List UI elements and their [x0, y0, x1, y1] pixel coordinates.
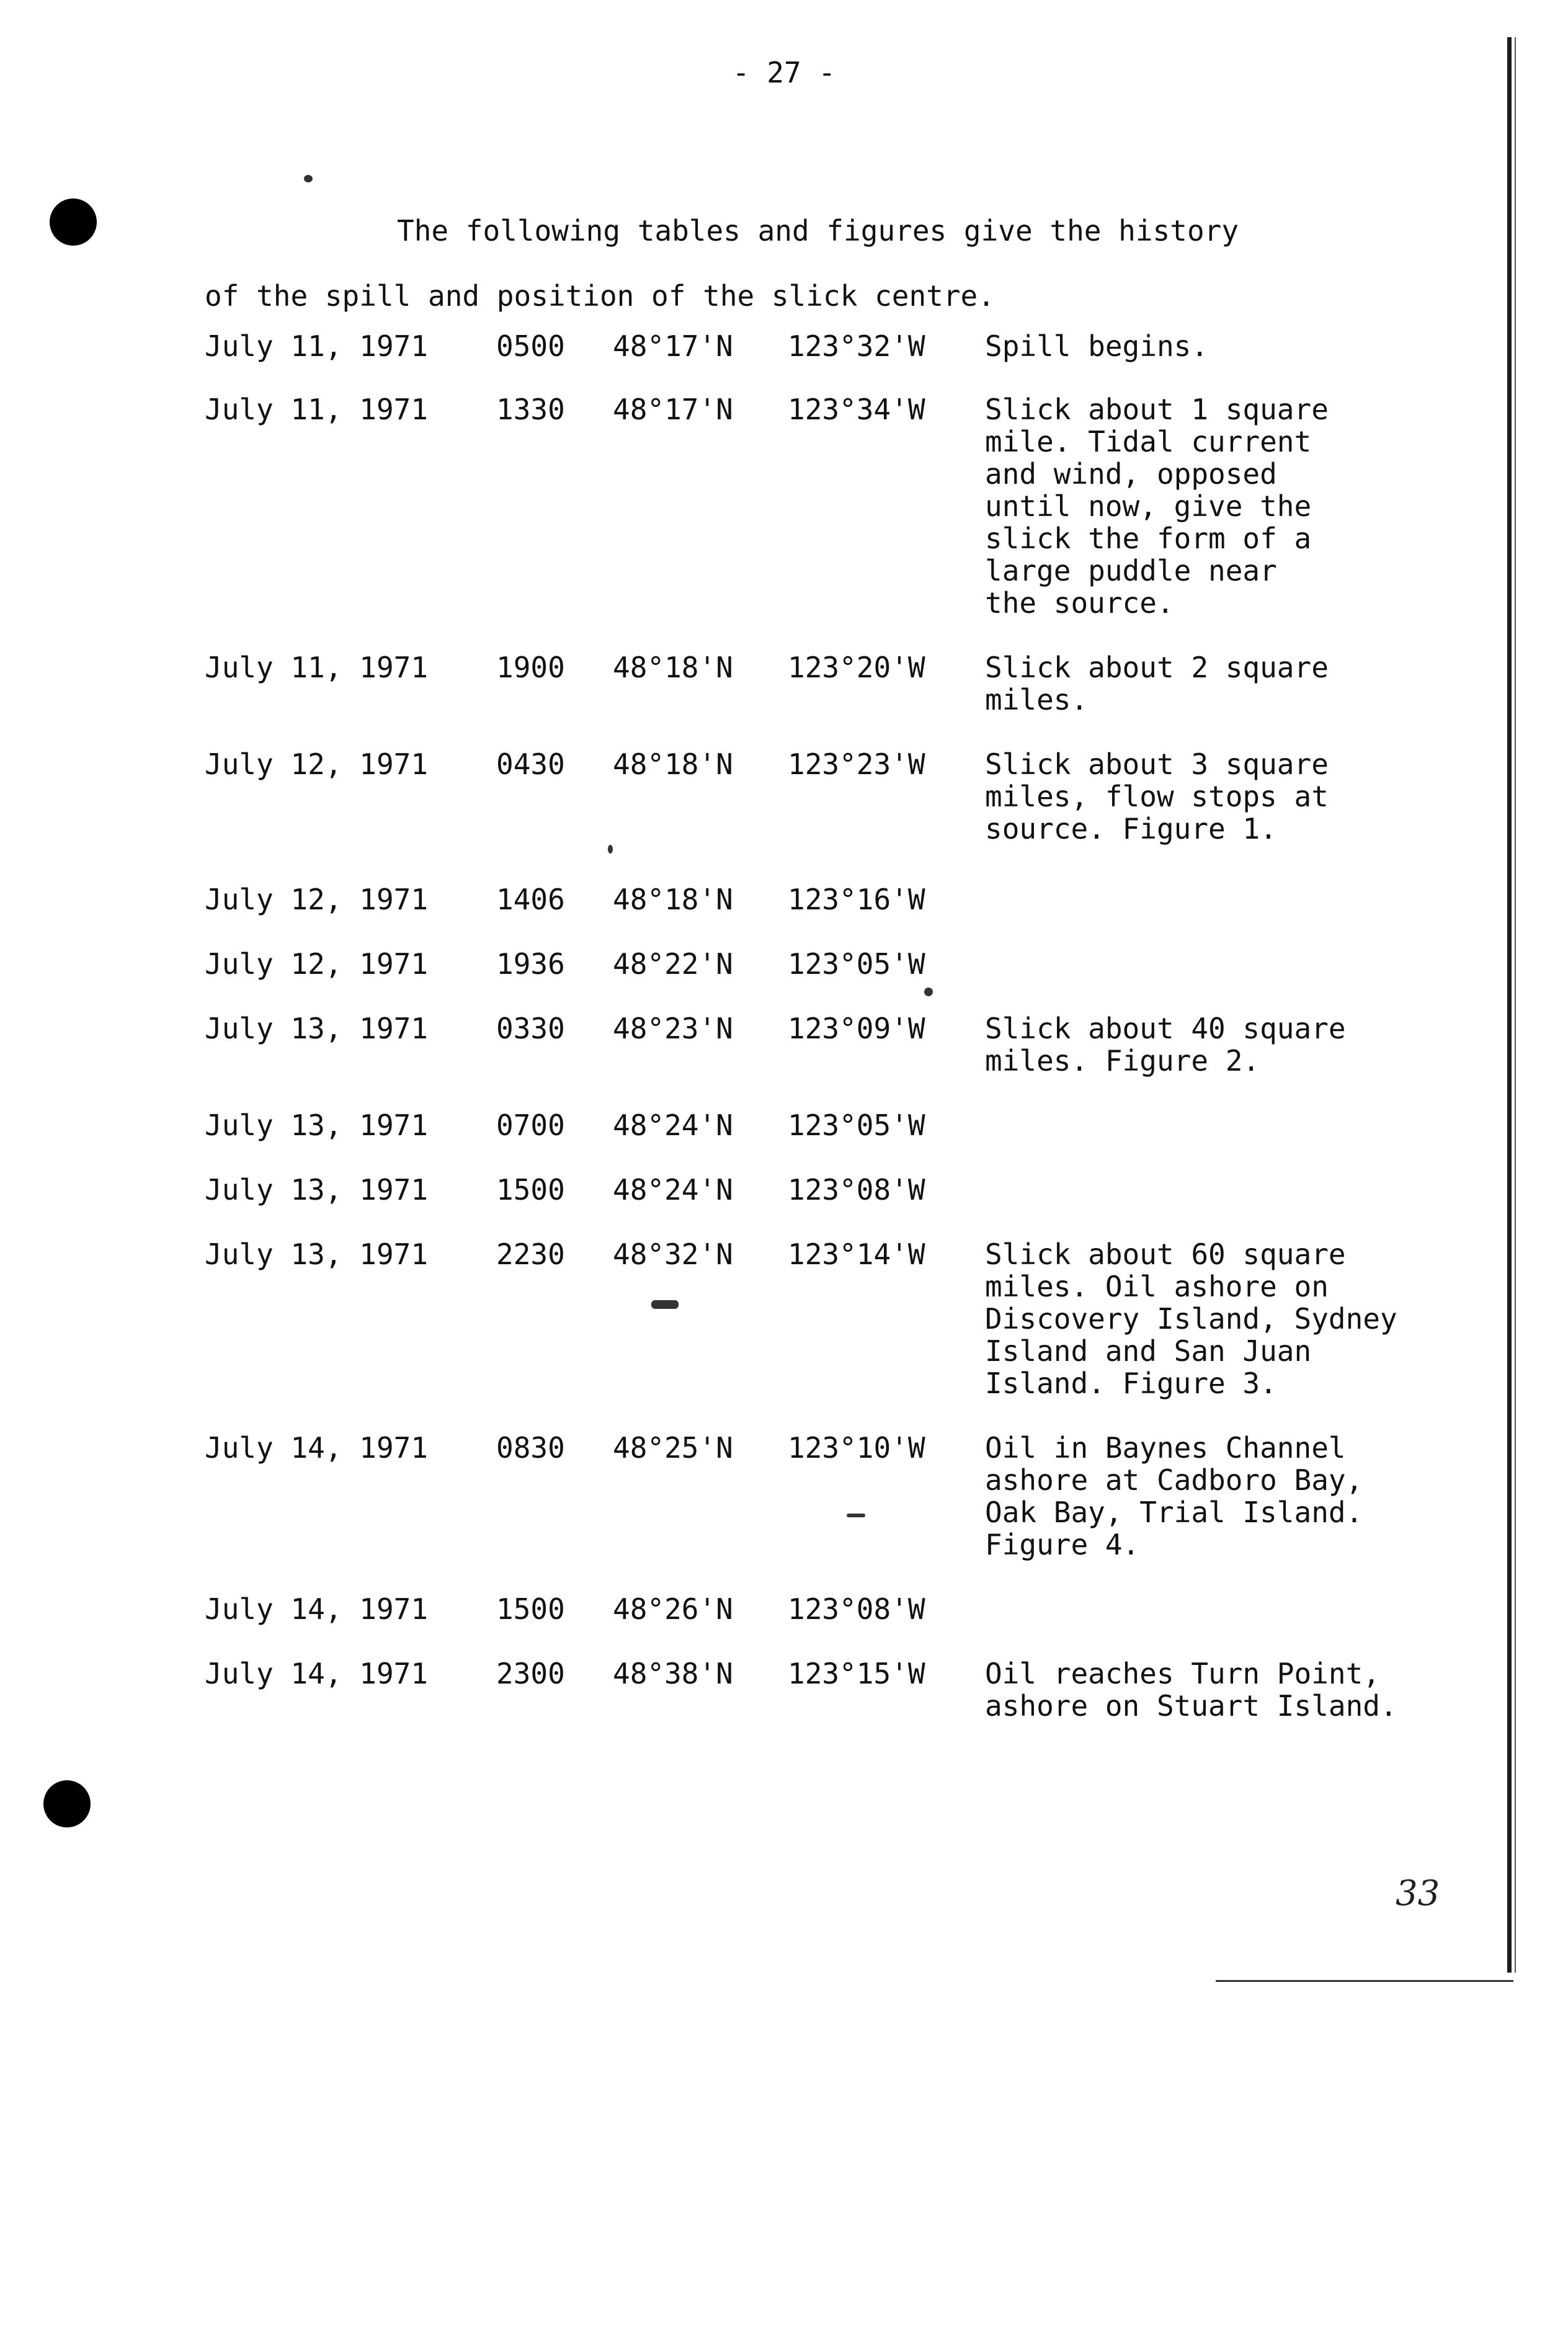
- entry-latitude: 48°24'N: [613, 1173, 733, 1207]
- entry-date: July 14, 1971: [205, 1431, 429, 1465]
- intro-line-2: of the spill and position of the slick centre.: [205, 279, 995, 313]
- entry-latitude: 48°17'N: [613, 329, 733, 363]
- entry-note: Slick about 40 square miles. Figure 2.: [985, 1012, 1346, 1077]
- entry-date: July 12, 1971: [205, 883, 429, 916]
- table-row: [205, 651, 1476, 716]
- spill-history-table: [205, 323, 1476, 1722]
- table-row: [205, 330, 1476, 362]
- table-row: [205, 1432, 1476, 1561]
- entry-longitude: 123°34'W: [788, 393, 925, 426]
- table-row: [205, 748, 1476, 845]
- intro-paragraph: [205, 199, 1383, 329]
- entry-note: Slick about 60 square miles. Oil ashore on Discovery Island, Sydney Island and San Juan Island. Figure 3.: [985, 1238, 1397, 1400]
- entry-note: [985, 883, 1438, 916]
- entry-note: Oil reaches Turn Point, ashore on Stuart Island.: [985, 1657, 1397, 1723]
- entry-latitude: 48°22'N: [613, 947, 733, 981]
- entry-note: Slick about 2 square miles.: [985, 651, 1329, 716]
- entry-latitude: 48°26'N: [613, 1592, 733, 1626]
- entry-latitude: 48°17'N: [613, 393, 733, 426]
- entry-date: July 12, 1971: [205, 747, 429, 781]
- scan-bottom-line: [1216, 1980, 1513, 1982]
- entry-time: 2230: [496, 1238, 565, 1271]
- entry-note: [985, 1593, 1438, 1625]
- table-row: [205, 948, 1476, 980]
- entry-latitude: 48°23'N: [613, 1012, 733, 1045]
- entry-time: 1330: [496, 393, 565, 426]
- table-row: [205, 1174, 1476, 1206]
- entry-note: Slick about 3 square miles, flow stops at source. Figure 1.: [985, 747, 1329, 845]
- intro-line-1: The following tables and figures give the history: [397, 214, 1239, 248]
- entry-date: July 14, 1971: [205, 1657, 429, 1690]
- entry-time: 0430: [496, 747, 565, 781]
- entry-longitude: 123°05'W: [788, 947, 925, 981]
- entry-date: July 11, 1971: [205, 329, 429, 363]
- entry-latitude: 48°32'N: [613, 1238, 733, 1271]
- entry-date: July 13, 1971: [205, 1109, 429, 1142]
- entry-time: 1406: [496, 883, 565, 916]
- entry-time: 0330: [496, 1012, 565, 1045]
- table-row: [205, 1012, 1476, 1077]
- entry-longitude: 123°10'W: [788, 1431, 925, 1465]
- entry-note: Oil in Baynes Channel ashore at Cadboro Bay, Oak Bay, Trial Island. Figure 4.: [985, 1431, 1363, 1561]
- entry-longitude: 123°20'W: [788, 651, 925, 684]
- entry-latitude: 48°24'N: [613, 1109, 733, 1142]
- entry-time: 0700: [496, 1109, 565, 1142]
- entry-date: July 13, 1971: [205, 1238, 429, 1271]
- page-number: - 27 -: [732, 56, 836, 89]
- entry-longitude: 123°14'W: [788, 1238, 925, 1271]
- table-row: [205, 1657, 1476, 1722]
- entry-note: [985, 948, 1438, 980]
- table-row: [205, 1593, 1476, 1625]
- punch-hole-bottom: [43, 1780, 91, 1827]
- table-row: [205, 393, 1476, 619]
- entry-longitude: 123°05'W: [788, 1109, 925, 1142]
- entry-latitude: 48°25'N: [613, 1431, 733, 1465]
- entry-note: Slick about 1 square mile. Tidal current and wind, opposed until now, give the slick the form of a large puddle near the source.: [985, 393, 1329, 620]
- table-row: [205, 883, 1476, 916]
- entry-latitude: 48°18'N: [613, 883, 733, 916]
- entry-longitude: 123°09'W: [788, 1012, 925, 1045]
- entry-date: July 13, 1971: [205, 1012, 429, 1045]
- scan-speck: [304, 175, 313, 182]
- entry-longitude: 123°23'W: [788, 747, 925, 781]
- table-row: [205, 1109, 1476, 1141]
- punch-hole-top: [50, 199, 97, 246]
- entry-latitude: 48°18'N: [613, 747, 733, 781]
- scan-edge-shadow: [1507, 37, 1512, 1973]
- entry-date: July 13, 1971: [205, 1173, 429, 1207]
- entry-longitude: 123°08'W: [788, 1173, 925, 1207]
- entry-note: [985, 1109, 1438, 1141]
- entry-longitude: 123°16'W: [788, 883, 925, 916]
- entry-time: 1500: [496, 1173, 565, 1207]
- entry-longitude: 123°08'W: [788, 1592, 925, 1626]
- entry-longitude: 123°32'W: [788, 329, 925, 363]
- entry-time: 0500: [496, 329, 565, 363]
- entry-date: July 11, 1971: [205, 393, 429, 426]
- entry-date: July 14, 1971: [205, 1592, 429, 1626]
- entry-longitude: 123°15'W: [788, 1657, 925, 1690]
- entry-note: Spill begins.: [985, 329, 1209, 363]
- entry-date: July 11, 1971: [205, 651, 429, 684]
- entry-time: 1500: [496, 1592, 565, 1626]
- entry-time: 2300: [496, 1657, 565, 1690]
- entry-note: [985, 1174, 1438, 1206]
- entry-latitude: 48°38'N: [613, 1657, 733, 1690]
- entry-time: 1900: [496, 651, 565, 684]
- entry-time: 1936: [496, 947, 565, 981]
- handwritten-page-mark: 33: [1396, 1873, 1440, 1914]
- entry-date: July 12, 1971: [205, 947, 429, 981]
- table-row: [205, 1238, 1476, 1399]
- scan-edge-shadow-inner: [1515, 37, 1516, 1973]
- entry-latitude: 48°18'N: [613, 651, 733, 684]
- entry-time: 0830: [496, 1431, 565, 1465]
